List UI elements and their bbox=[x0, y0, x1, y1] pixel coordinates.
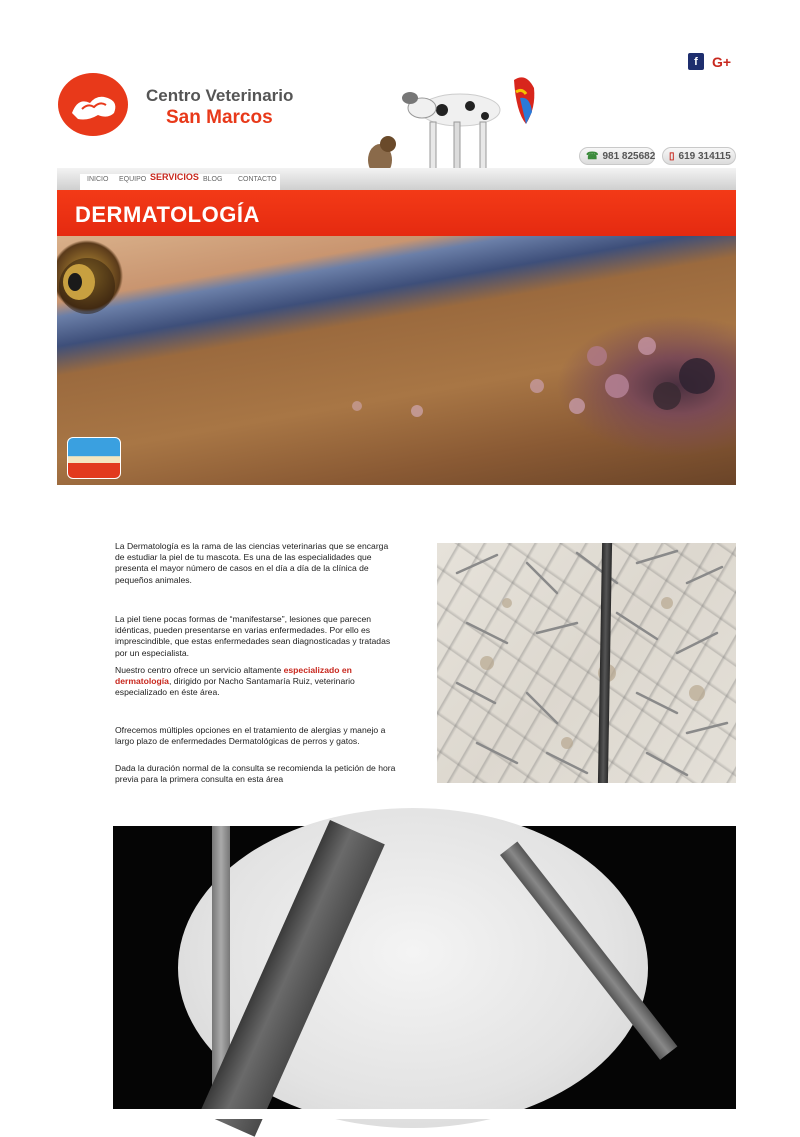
nav-item-servicios[interactable]: SERVICIOS bbox=[150, 172, 199, 182]
mobile-icon: ▯ bbox=[669, 150, 675, 162]
paragraph-appointment: Dada la duración normal de la consulta se recomienda la petición de hora previa para la primera consulta en esta área bbox=[115, 763, 396, 785]
skin-lesions-illustration bbox=[57, 236, 736, 485]
paragraph-intro: La Dermatología es la rama de las ciencias veterinarias que se encarga de estudiar la piel de tu mascota. Es una de las especialidades que presenta el mayor número de casos en el día a día de la clínica de pequeños animales. bbox=[115, 541, 389, 585]
service-highlight: especializado en dermatología bbox=[115, 665, 352, 687]
mites-illustration bbox=[437, 543, 736, 783]
page-bottom-margin bbox=[113, 1109, 736, 1119]
brand-name-line2: San Marcos bbox=[166, 107, 273, 128]
nav-item-inicio[interactable]: INICIO bbox=[87, 176, 109, 183]
brand-name-line1: Centro Veterinario bbox=[146, 86, 294, 105]
phone-landline[interactable] bbox=[579, 147, 655, 165]
phone-icon: ☎ bbox=[586, 150, 599, 162]
nav-item-equipo[interactable]: EQUIPO bbox=[119, 176, 147, 183]
paw-logo-icon bbox=[58, 73, 128, 136]
hero-image-dog-skin bbox=[57, 236, 736, 485]
dermatology-badge-icon bbox=[67, 437, 121, 479]
service-text-before: Nuestro centro ofrece un servicio altamente bbox=[115, 665, 284, 675]
mobile-number: 619 314115 bbox=[678, 150, 731, 162]
phone-number: 981 825682 bbox=[602, 150, 656, 162]
microscope-image-mites bbox=[437, 543, 736, 783]
paragraph-service bbox=[115, 665, 397, 699]
nav-item-contacto[interactable]: CONTACTO bbox=[238, 176, 277, 183]
googleplus-link[interactable]: G+ bbox=[712, 54, 732, 70]
logo[interactable] bbox=[58, 73, 128, 136]
paragraph-treatment: Ofrecemos múltiples opciones en el tratamiento de alergias y manejo a largo plazo de enfermedades Dermatológicas de perros y gatos. bbox=[115, 725, 386, 747]
service-text-after: , dirigido por Nacho Santamaría Ruiz, veterinario especializado en éste área. bbox=[115, 676, 355, 698]
phone-mobile[interactable] bbox=[662, 147, 736, 165]
paragraph-skin: La piel tiene pocas formas de “manifestarse”, lesiones que parecen idénticas, pueden presentarse en varias enfermedades. Por ello es imprescindible, que estas enfermedades sean diagnosticadas y tratadas por un especialista. bbox=[115, 614, 391, 658]
nav-item-blog[interactable]: BLOG bbox=[203, 176, 223, 183]
section-title: DERMATOLOGÍA bbox=[75, 202, 260, 227]
facebook-icon[interactable]: f bbox=[688, 53, 704, 70]
